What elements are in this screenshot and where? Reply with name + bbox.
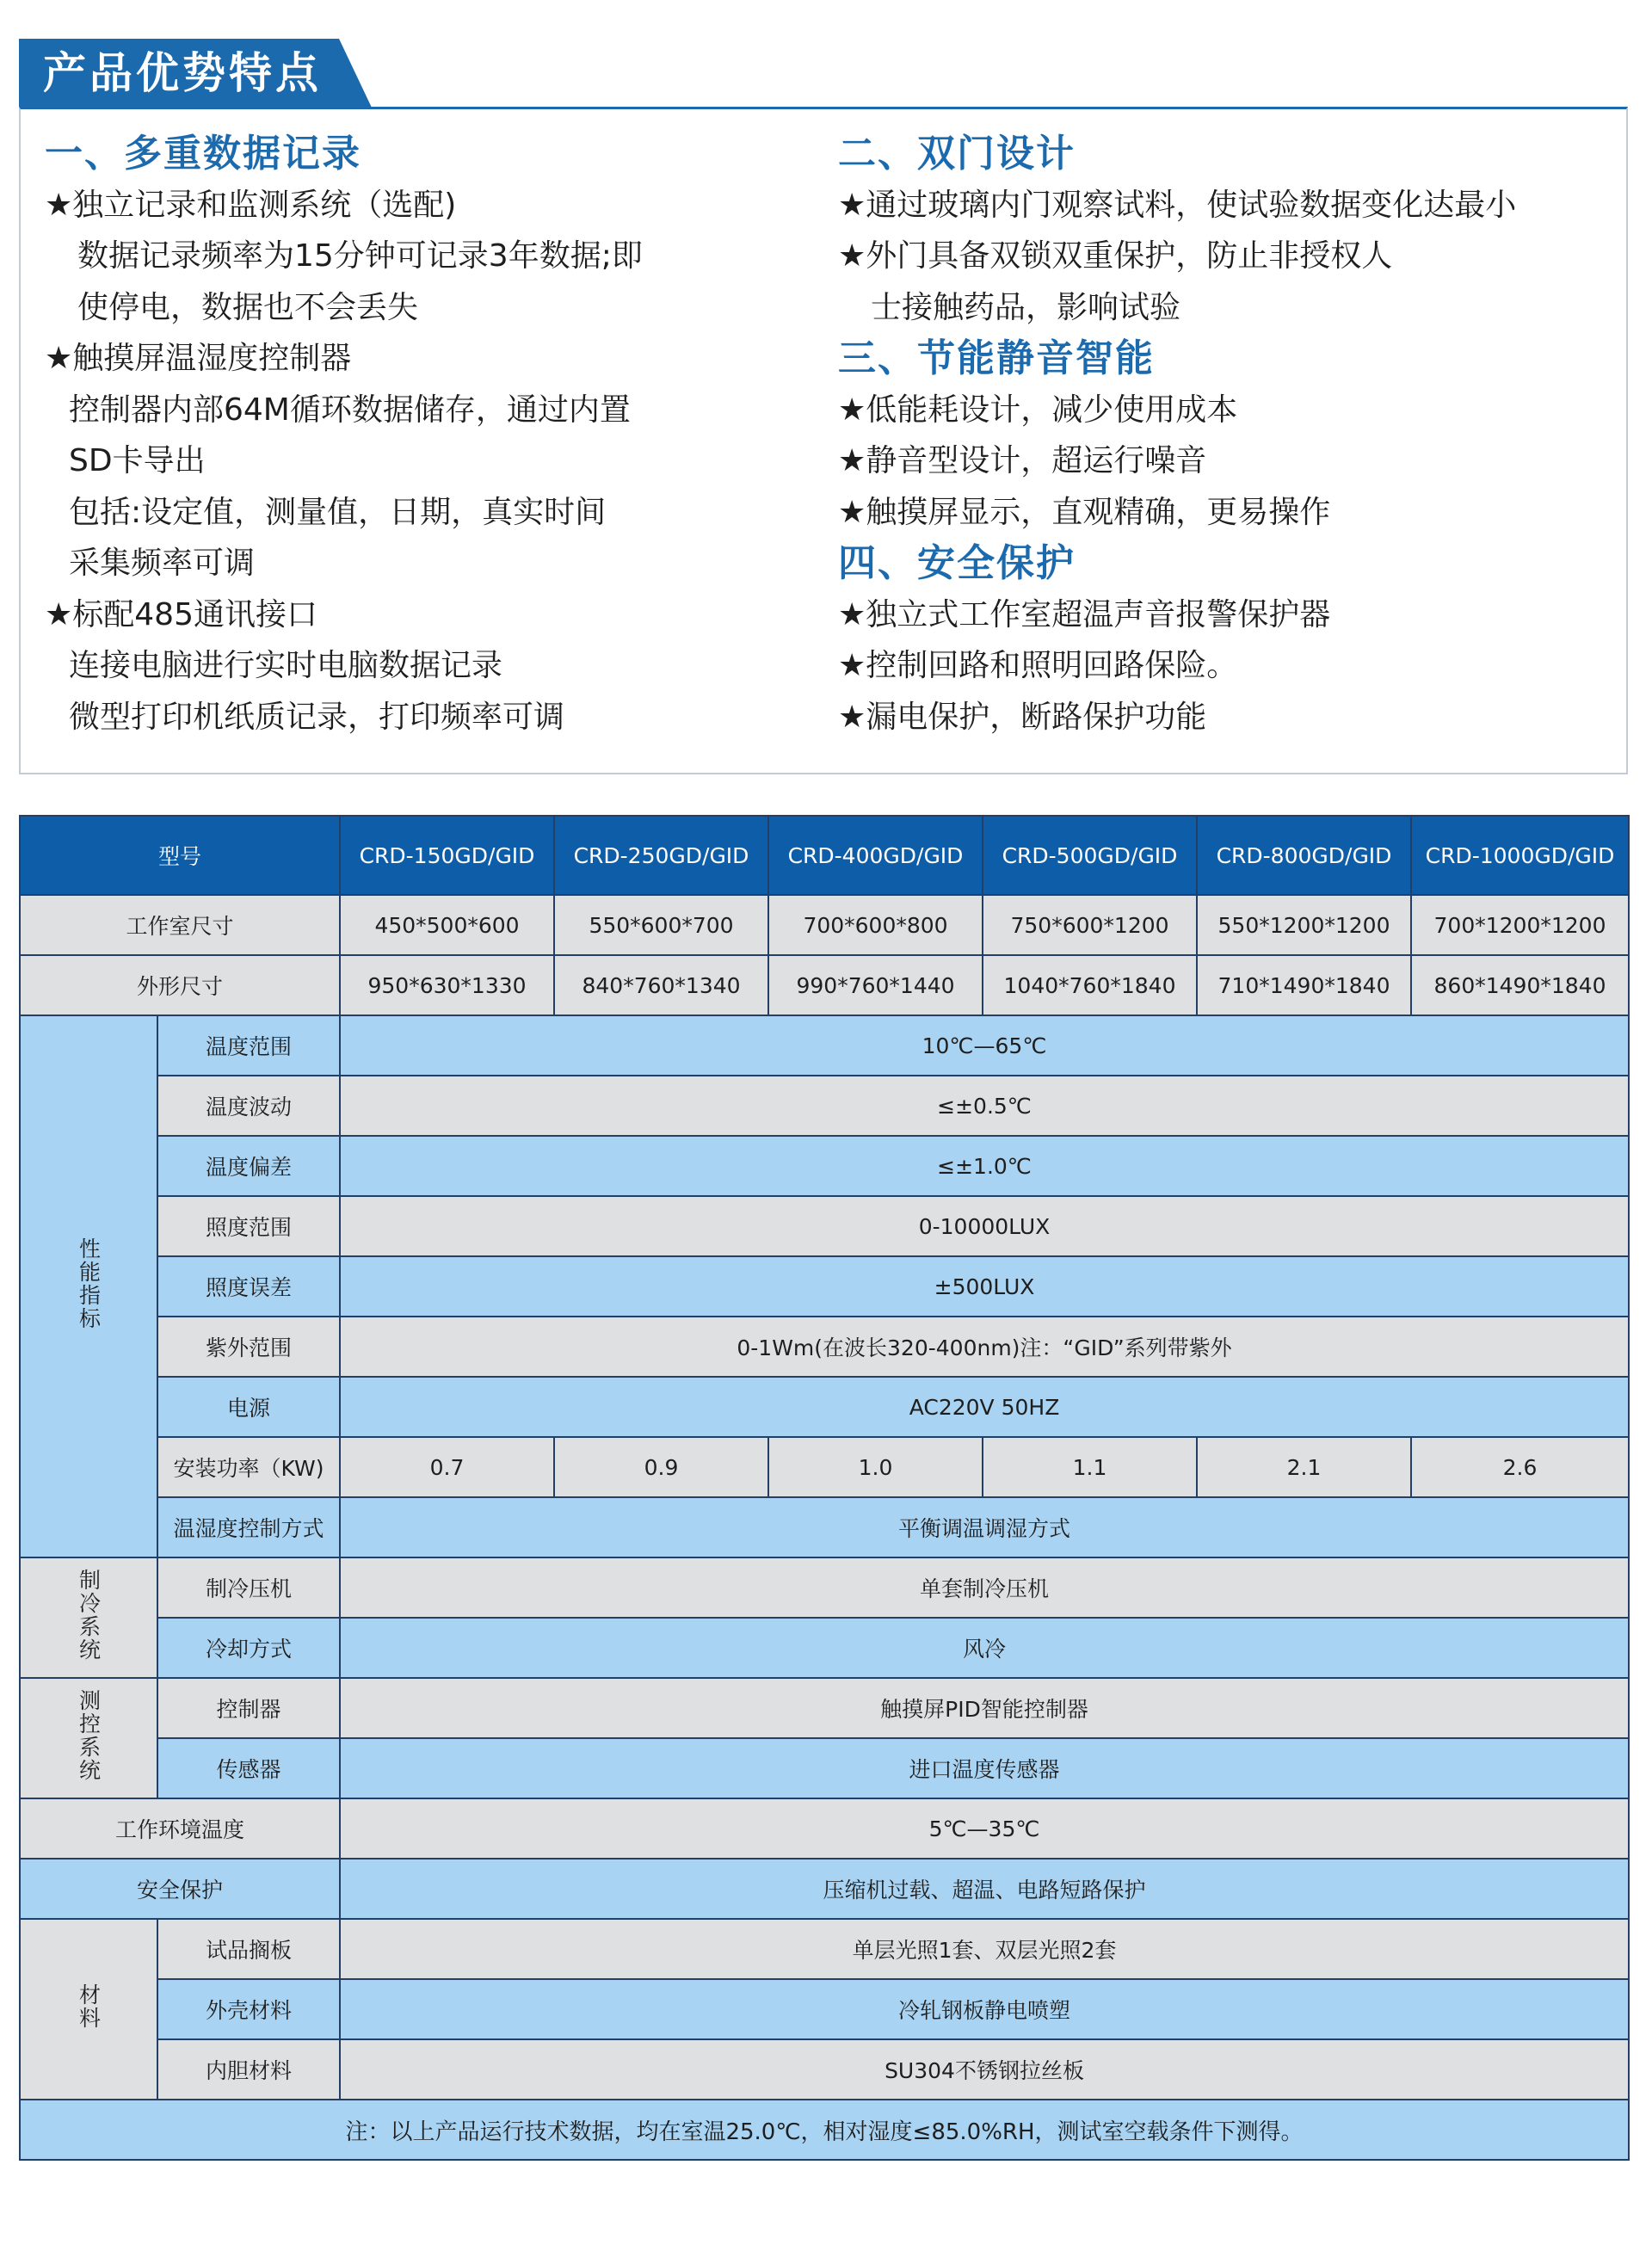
table-row: [20, 895, 1629, 955]
cell: 压缩机过载、超温、电路短路保护: [340, 1859, 1629, 1919]
table-row: [20, 2100, 1629, 2160]
table-row: [20, 1919, 1629, 1979]
feature-item: 微型打印机纸质记录，打印频率可调: [69, 699, 565, 735]
feature-heading: 二、双门设计: [838, 132, 1076, 176]
cell: 冷轧钢板静电喷塑: [340, 1979, 1629, 2039]
feature-item: ★漏电保护，断路保护功能: [838, 699, 1207, 735]
cell: 1040*760*1840: [983, 955, 1197, 1015]
feature-heading: 一、多重数据记录: [45, 132, 361, 176]
row-label: 冷却方式: [157, 1618, 340, 1678]
table-row: [20, 1557, 1629, 1618]
feature-item: 连接电脑进行实时电脑数据记录: [69, 648, 503, 683]
cell: 10℃—65℃: [340, 1015, 1629, 1076]
cell: 1.1: [983, 1437, 1197, 1497]
row-label: 工作环境温度: [20, 1798, 340, 1859]
cell: 0.9: [554, 1437, 768, 1497]
row-label: 照度误差: [157, 1256, 340, 1317]
features-panel: [19, 107, 1628, 774]
group-label-materials: 材料: [20, 1919, 157, 2100]
feature-item: ★外门具备双锁双重保护，防止非授权人: [838, 238, 1393, 274]
model-name: CRD-500GD/GID: [983, 816, 1197, 895]
row-label: 外形尺寸: [20, 955, 340, 1015]
cell: 860*1490*1840: [1411, 955, 1629, 1015]
feature-item: ★独立式工作室超温声音报警保护器: [838, 596, 1331, 632]
group-label-refrigeration: 制冷系统: [20, 1557, 157, 1678]
feature-item: ★低能耗设计，减少使用成本: [838, 392, 1238, 428]
row-label: 温度范围: [157, 1015, 340, 1076]
cell: 1.0: [768, 1437, 983, 1497]
cell: 990*760*1440: [768, 955, 983, 1015]
feature-item: 使停电，数据也不会丢失: [77, 289, 419, 325]
cell: 进口温度传感器: [340, 1738, 1629, 1798]
cell: 700*600*800: [768, 895, 983, 955]
cell: ≤±0.5℃: [340, 1076, 1629, 1136]
table-row: [20, 1256, 1629, 1317]
table-row: [20, 1738, 1629, 1798]
spec-table: [19, 815, 1630, 2161]
table-row: [20, 955, 1629, 1015]
row-label: 内胆材料: [157, 2039, 340, 2100]
group-label-control: 测控系统: [20, 1678, 157, 1798]
table-row: [20, 1678, 1629, 1738]
feature-item: SD卡导出: [69, 443, 206, 478]
cell: 750*600*1200: [983, 895, 1197, 955]
row-label: 紫外范围: [157, 1317, 340, 1377]
cell: 风冷: [340, 1618, 1629, 1678]
row-label: 照度范围: [157, 1196, 340, 1256]
cell: 700*1200*1200: [1411, 895, 1629, 955]
cell: 0-10000LUX: [340, 1196, 1629, 1256]
feature-item: ★控制回路和照明回路保险。: [838, 648, 1238, 683]
feature-item: 包括:设定值，测量值，日期，真实时间: [69, 494, 607, 530]
row-label: 电源: [157, 1377, 340, 1437]
cell: 5℃—35℃: [340, 1798, 1629, 1859]
feature-item: 数据记录频率为15分钟可记录3年数据;即: [77, 238, 643, 274]
cell: 550*1200*1200: [1197, 895, 1411, 955]
cell: AC220V 50HZ: [340, 1377, 1629, 1437]
row-label: 安全保护: [20, 1859, 340, 1919]
cell: 710*1490*1840: [1197, 955, 1411, 1015]
cell: 450*500*600: [340, 895, 554, 955]
cell: ≤±1.0℃: [340, 1136, 1629, 1196]
row-label: 外壳材料: [157, 1979, 340, 2039]
feature-item: ★独立记录和监测系统（选配): [45, 187, 457, 223]
feature-item: ★静音型设计，超运行噪音: [838, 443, 1207, 478]
table-row: [20, 1136, 1629, 1196]
model-header-label: 型号: [20, 816, 340, 895]
model-name: CRD-250GD/GID: [554, 816, 768, 895]
cell: 2.1: [1197, 1437, 1411, 1497]
table-row: [20, 1317, 1629, 1377]
model-name: CRD-400GD/GID: [768, 816, 983, 895]
cell: 平衡调温调湿方式: [340, 1497, 1629, 1557]
row-label: 安装功率（KW): [157, 1437, 340, 1497]
section-header: [19, 39, 372, 108]
cell: 单套制冷压机: [340, 1557, 1629, 1618]
table-row: [20, 1497, 1629, 1557]
table-row: [20, 1618, 1629, 1678]
cell: 2.6: [1411, 1437, 1629, 1497]
feature-item: 士接触药品，影响试验: [871, 289, 1181, 325]
model-name: CRD-800GD/GID: [1197, 816, 1411, 895]
row-label: 制冷压机: [157, 1557, 340, 1618]
group-label-performance: 性能指标: [20, 1015, 157, 1557]
table-row: [20, 816, 1629, 895]
table-row: [20, 1196, 1629, 1256]
feature-item: ★通过玻璃内门观察试料，使试验数据变化达最小: [838, 187, 1517, 223]
model-name: CRD-1000GD/GID: [1411, 816, 1629, 895]
row-label: 工作室尺寸: [20, 895, 340, 955]
table-row: [20, 1437, 1629, 1497]
row-label: 温度波动: [157, 1076, 340, 1136]
row-label: 温度偏差: [157, 1136, 340, 1196]
cell: 单层光照1套、双层光照2套: [340, 1919, 1629, 1979]
row-label: 温湿度控制方式: [157, 1497, 340, 1557]
table-row: [20, 1015, 1629, 1076]
feature-heading: 四、安全保护: [838, 541, 1076, 585]
cell: 550*600*700: [554, 895, 768, 955]
feature-heading: 三、节能静音智能: [838, 336, 1155, 380]
cell: 0.7: [340, 1437, 554, 1497]
row-label: 传感器: [157, 1738, 340, 1798]
section-title: 产品优势特点: [43, 48, 322, 98]
row-label: 试品搁板: [157, 1919, 340, 1979]
table-row: [20, 1076, 1629, 1136]
feature-item: ★触摸屏显示，直观精确，更易操作: [838, 494, 1331, 530]
feature-item: ★触摸屏温湿度控制器: [45, 341, 352, 376]
cell: ±500LUX: [340, 1256, 1629, 1317]
cell: 触摸屏PID智能控制器: [340, 1678, 1629, 1738]
row-label: 控制器: [157, 1678, 340, 1738]
table-row: [20, 1798, 1629, 1859]
cell: SU304不锈钢拉丝板: [340, 2039, 1629, 2100]
feature-item: 采集频率可调: [69, 546, 256, 581]
cell: 950*630*1330: [340, 955, 554, 1015]
cell: 840*760*1340: [554, 955, 768, 1015]
table-row: [20, 1859, 1629, 1919]
feature-item: 控制器内部64M循环数据储存，通过内置: [69, 392, 631, 428]
table-row: [20, 2039, 1629, 2100]
feature-item: ★标配485通讯接口: [45, 596, 317, 632]
table-row: [20, 1979, 1629, 2039]
table-row: [20, 1377, 1629, 1437]
table-note: 注：以上产品运行技术数据，均在室温25.0℃，相对湿度≤85.0%RH，测试室空载条件下测得。: [20, 2100, 1629, 2160]
cell: 0-1Wm(在波长320-400nm)注：“GID”系列带紫外: [340, 1317, 1629, 1377]
model-name: CRD-150GD/GID: [340, 816, 554, 895]
